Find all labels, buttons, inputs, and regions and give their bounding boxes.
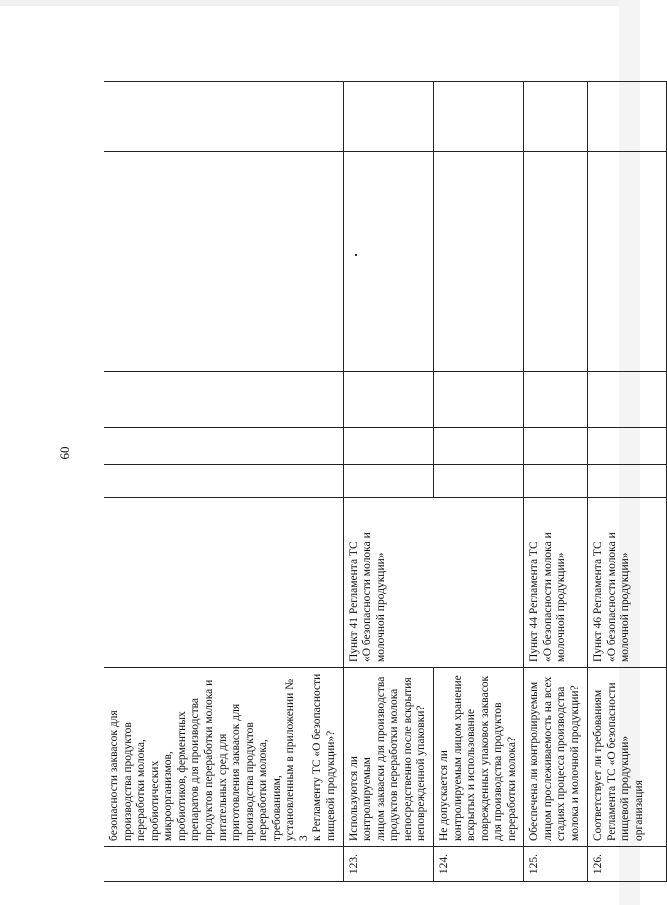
scan-edge-top: [0, 0, 640, 6]
row-number: 126.: [588, 847, 667, 882]
page-number: 60: [57, 446, 72, 460]
answer-na-cell: [524, 372, 588, 428]
comment-cell: [343, 152, 433, 372]
reference-cell: [104, 498, 343, 668]
question-cell: Используются ли контролируемым лицом закваски для производства продуктов переработки молока непосредственно после вскрытия неповрежденной упаковки?: [343, 668, 433, 847]
reference-cell: Пункт 46 Регламента ТС «О безопасности молока и молочной продукции»: [588, 498, 667, 668]
extra-cell: [433, 82, 523, 152]
question-cell: безопасности заквасок для производства продуктов переработки молока, пробиотических микроорганизмов, пробиотиков, ферментных препаратов для производства продуктов переработки молока и питательных сред для приготовления заквасок для производства продуктов переработки молока, требованиям, установленным в приложении № 3 к Регламенту ТС «О безопасности пищевой продукции»?: [104, 668, 343, 847]
table-row: [524, 82, 588, 882]
comment-cell: [104, 152, 343, 372]
answer-no-cell: [433, 428, 523, 465]
question-cell: Обеспечена ли контролируемым лицом прослеживаемость на всех стадиях процесса производства молока и молочной продукции?: [524, 668, 588, 847]
table-row: [104, 82, 343, 882]
extra-cell: [524, 82, 588, 152]
extra-cell: [104, 82, 343, 152]
answer-na-cell: [433, 372, 523, 428]
checklist-table-rotated: [104, 82, 645, 882]
comment-cell: [433, 152, 523, 372]
table-row: [433, 82, 523, 882]
extra-cell: [343, 82, 433, 152]
reference-cell: Пункт 44 Регламента ТС «О безопасности молока и молочной продукции»: [524, 498, 588, 668]
checklist-table-frame: [104, 82, 645, 882]
answer-yes-cell: [104, 465, 343, 498]
answer-na-cell: [343, 372, 433, 428]
table-row: [588, 82, 667, 882]
answer-yes-cell: [343, 465, 433, 498]
reference-cell: Пункт 41 Регламента ТС «О безопасности молока и молочной продукции»: [343, 498, 524, 668]
answer-no-cell: [104, 428, 343, 465]
answer-no-cell: [588, 428, 667, 465]
comment-cell: [588, 152, 667, 372]
row-number: 123.: [343, 847, 433, 882]
answer-na-cell: [588, 372, 667, 428]
answer-yes-cell: [433, 465, 523, 498]
question-cell: Не допускается ли контролируемым лицом хранение вскрытых и использование поврежденных упаковок заквасок для производства продуктов переработки молока?: [433, 668, 523, 847]
row-number: 124.: [433, 847, 523, 882]
extra-cell: [588, 82, 667, 152]
answer-no-cell: [343, 428, 433, 465]
row-number: 125.: [524, 847, 588, 882]
scan-speck: [355, 254, 357, 256]
answer-yes-cell: [524, 465, 588, 498]
comment-cell: [524, 152, 588, 372]
question-cell: Соответствует ли требованиям Регламента ТС «О безопасности пищевой продукции» организация: [588, 668, 667, 847]
answer-yes-cell: [588, 465, 667, 498]
checklist-table: [104, 81, 667, 882]
answer-no-cell: [524, 428, 588, 465]
row-number: [104, 847, 343, 882]
table-row: [343, 82, 433, 882]
answer-na-cell: [104, 372, 343, 428]
